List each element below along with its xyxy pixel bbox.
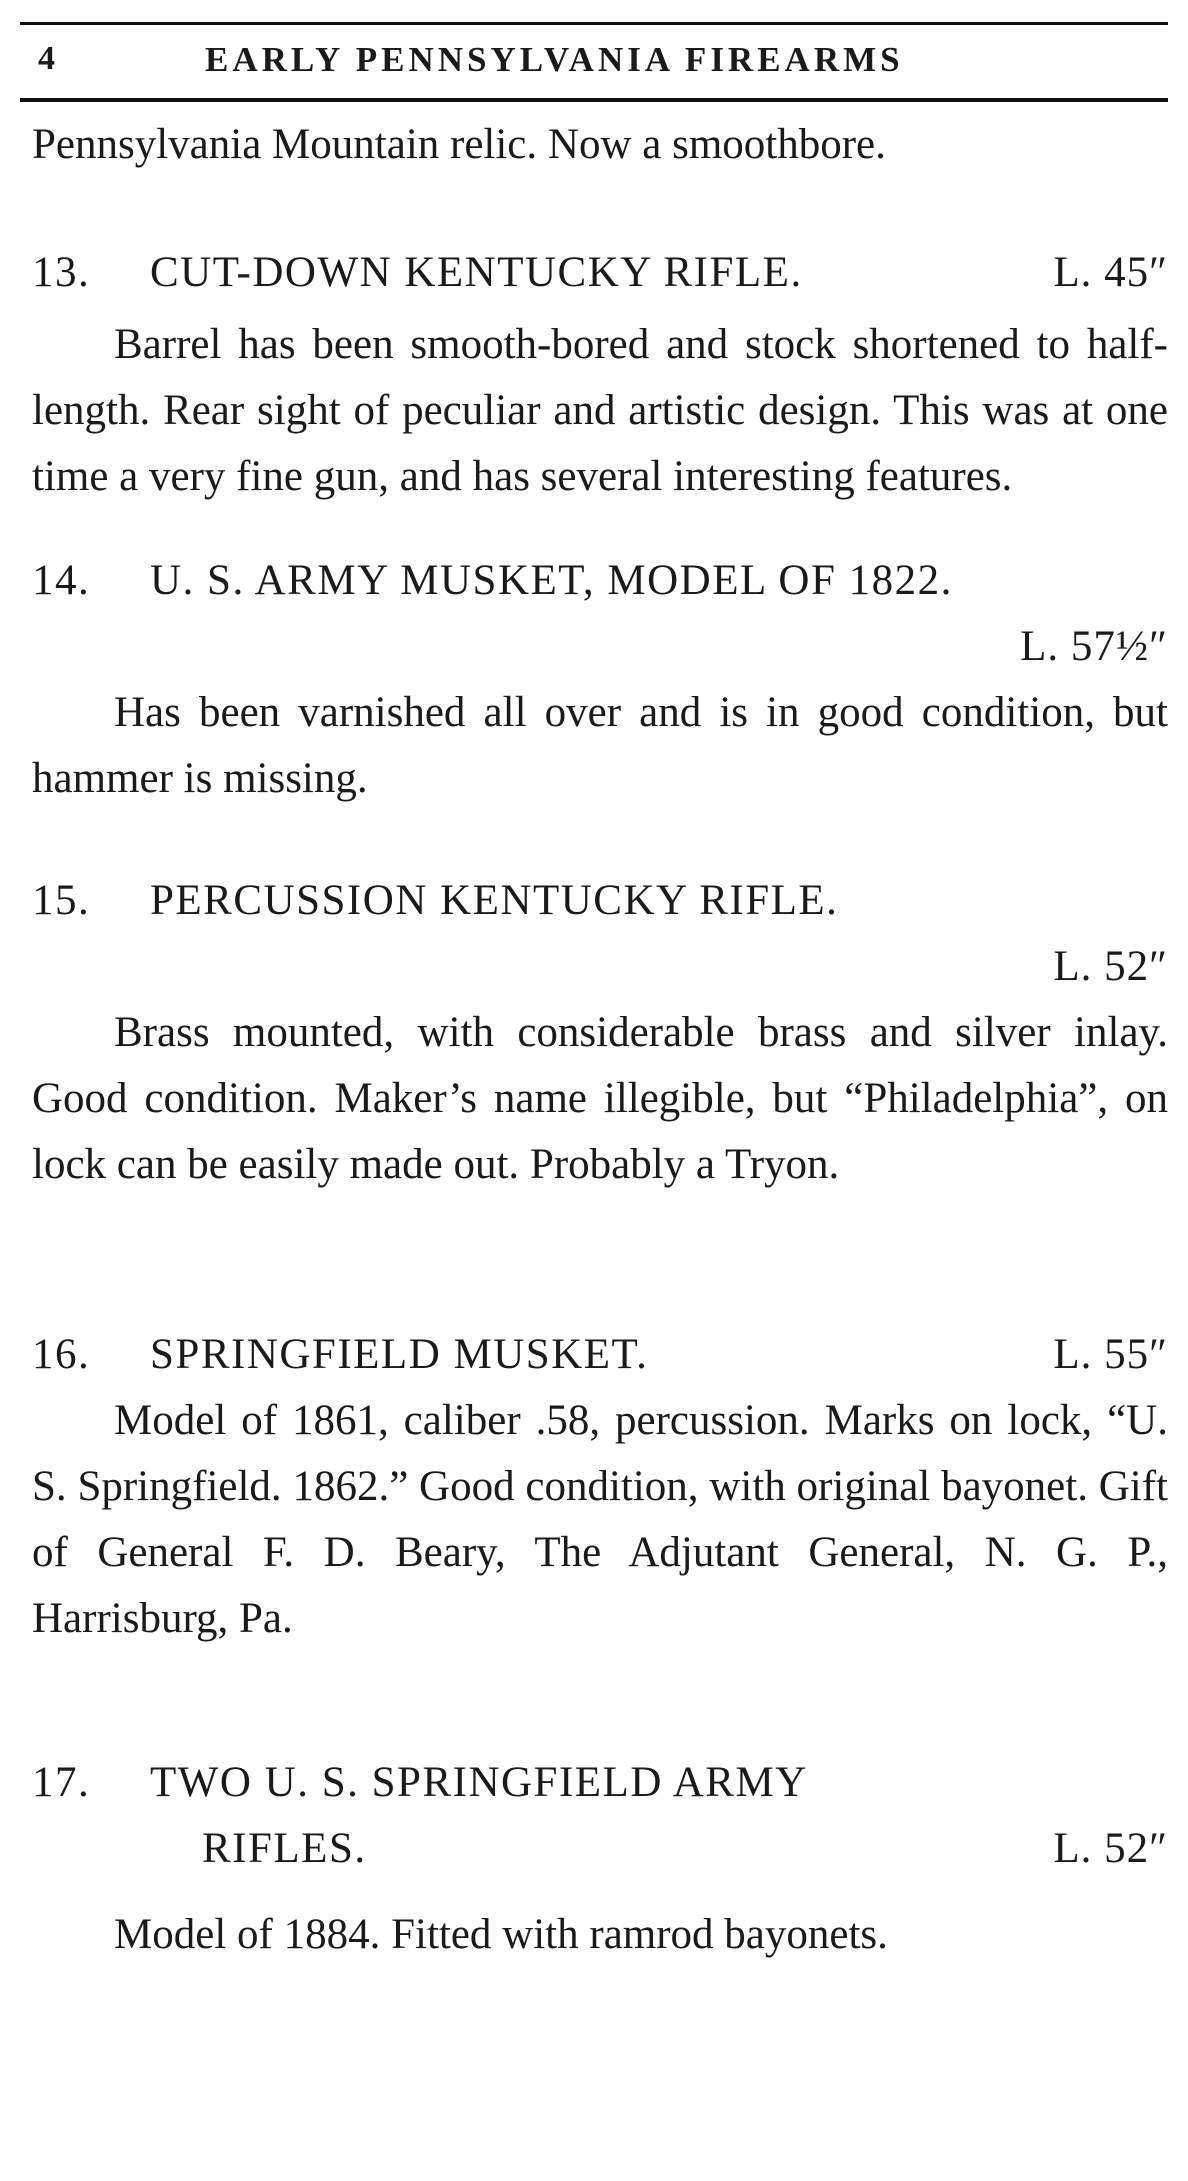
header-rule-top: [20, 22, 1168, 25]
entry-13-heading: [32, 240, 1168, 306]
entry-17-description: Model of 1884. Fitted with ramrod bayonets.: [114, 1911, 888, 1958]
entry-16-description: Model of 1861, caliber .58, percussion. Marks on lock, “U. S. Springfield. 1862.” Good condition, with original bayonet. Gift of General F. D. Beary, The Adjutant General, N. G. P., Harrisburg, Pa.: [32, 1397, 1168, 1642]
entry-16-number: 16.: [32, 1331, 91, 1378]
entry-16-length: L. 55″: [1053, 1331, 1168, 1378]
entry-15-number: 15.: [32, 877, 91, 924]
entry-17-heading: [32, 1750, 1168, 1816]
entry-14-heading: [32, 548, 1168, 614]
entry-15-heading: [32, 868, 1168, 934]
entry-17-title-line2: RIFLES.: [202, 1825, 367, 1872]
entry-13-length: L. 45″: [1053, 249, 1168, 296]
entry-17-title-line1: TWO U. S. SPRINGFIELD ARMY: [150, 1759, 808, 1806]
entry-15-title: PERCUSSION KENTUCKY RIFLE.: [150, 877, 839, 924]
intro-paragraph: Pennsylvania Mountain relic. Now a smoothbore.: [32, 121, 886, 168]
entry-17-number: 17.: [32, 1759, 91, 1806]
entry-14-description: Has been varnished all over and is in good condition, but hammer is missing.: [32, 689, 1168, 802]
entry-15-length: L. 52″: [1053, 943, 1168, 990]
entry-13-number: 13.: [32, 249, 91, 296]
entry-13-description: Barrel has been smooth-bored and stock shortened to half-length. Rear sight of peculiar and artistic design. This was at one time a very fine gun, and has several interesting features.: [32, 321, 1168, 500]
entry-16-title: SPRINGFIELD MUSKET.: [150, 1331, 649, 1378]
entry-17-heading-line2: [32, 1816, 1168, 1882]
entry-14-number: 14.: [32, 557, 91, 604]
page-number: 4: [38, 40, 56, 77]
entry-14-length: L. 57½″: [1020, 623, 1168, 670]
running-title: EARLY PENNSYLVANIA FIREARMS: [205, 40, 904, 79]
header-rule-bottom: [20, 98, 1168, 102]
entry-16-heading: [32, 1322, 1168, 1388]
page-header: [20, 40, 1168, 90]
entry-17-length: L. 52″: [1053, 1825, 1168, 1872]
entry-13-title: CUT-DOWN KENTUCKY RIFLE.: [150, 249, 803, 296]
entry-15-description: Brass mounted, with considerable brass and silver inlay. Good condition. Maker’s name illegible, but “Philadelphia”, on lock can be easily made out. Probably a Tryon.: [32, 1009, 1168, 1188]
entry-14-title: U. S. ARMY MUSKET, MODEL OF 1822.: [150, 557, 953, 604]
